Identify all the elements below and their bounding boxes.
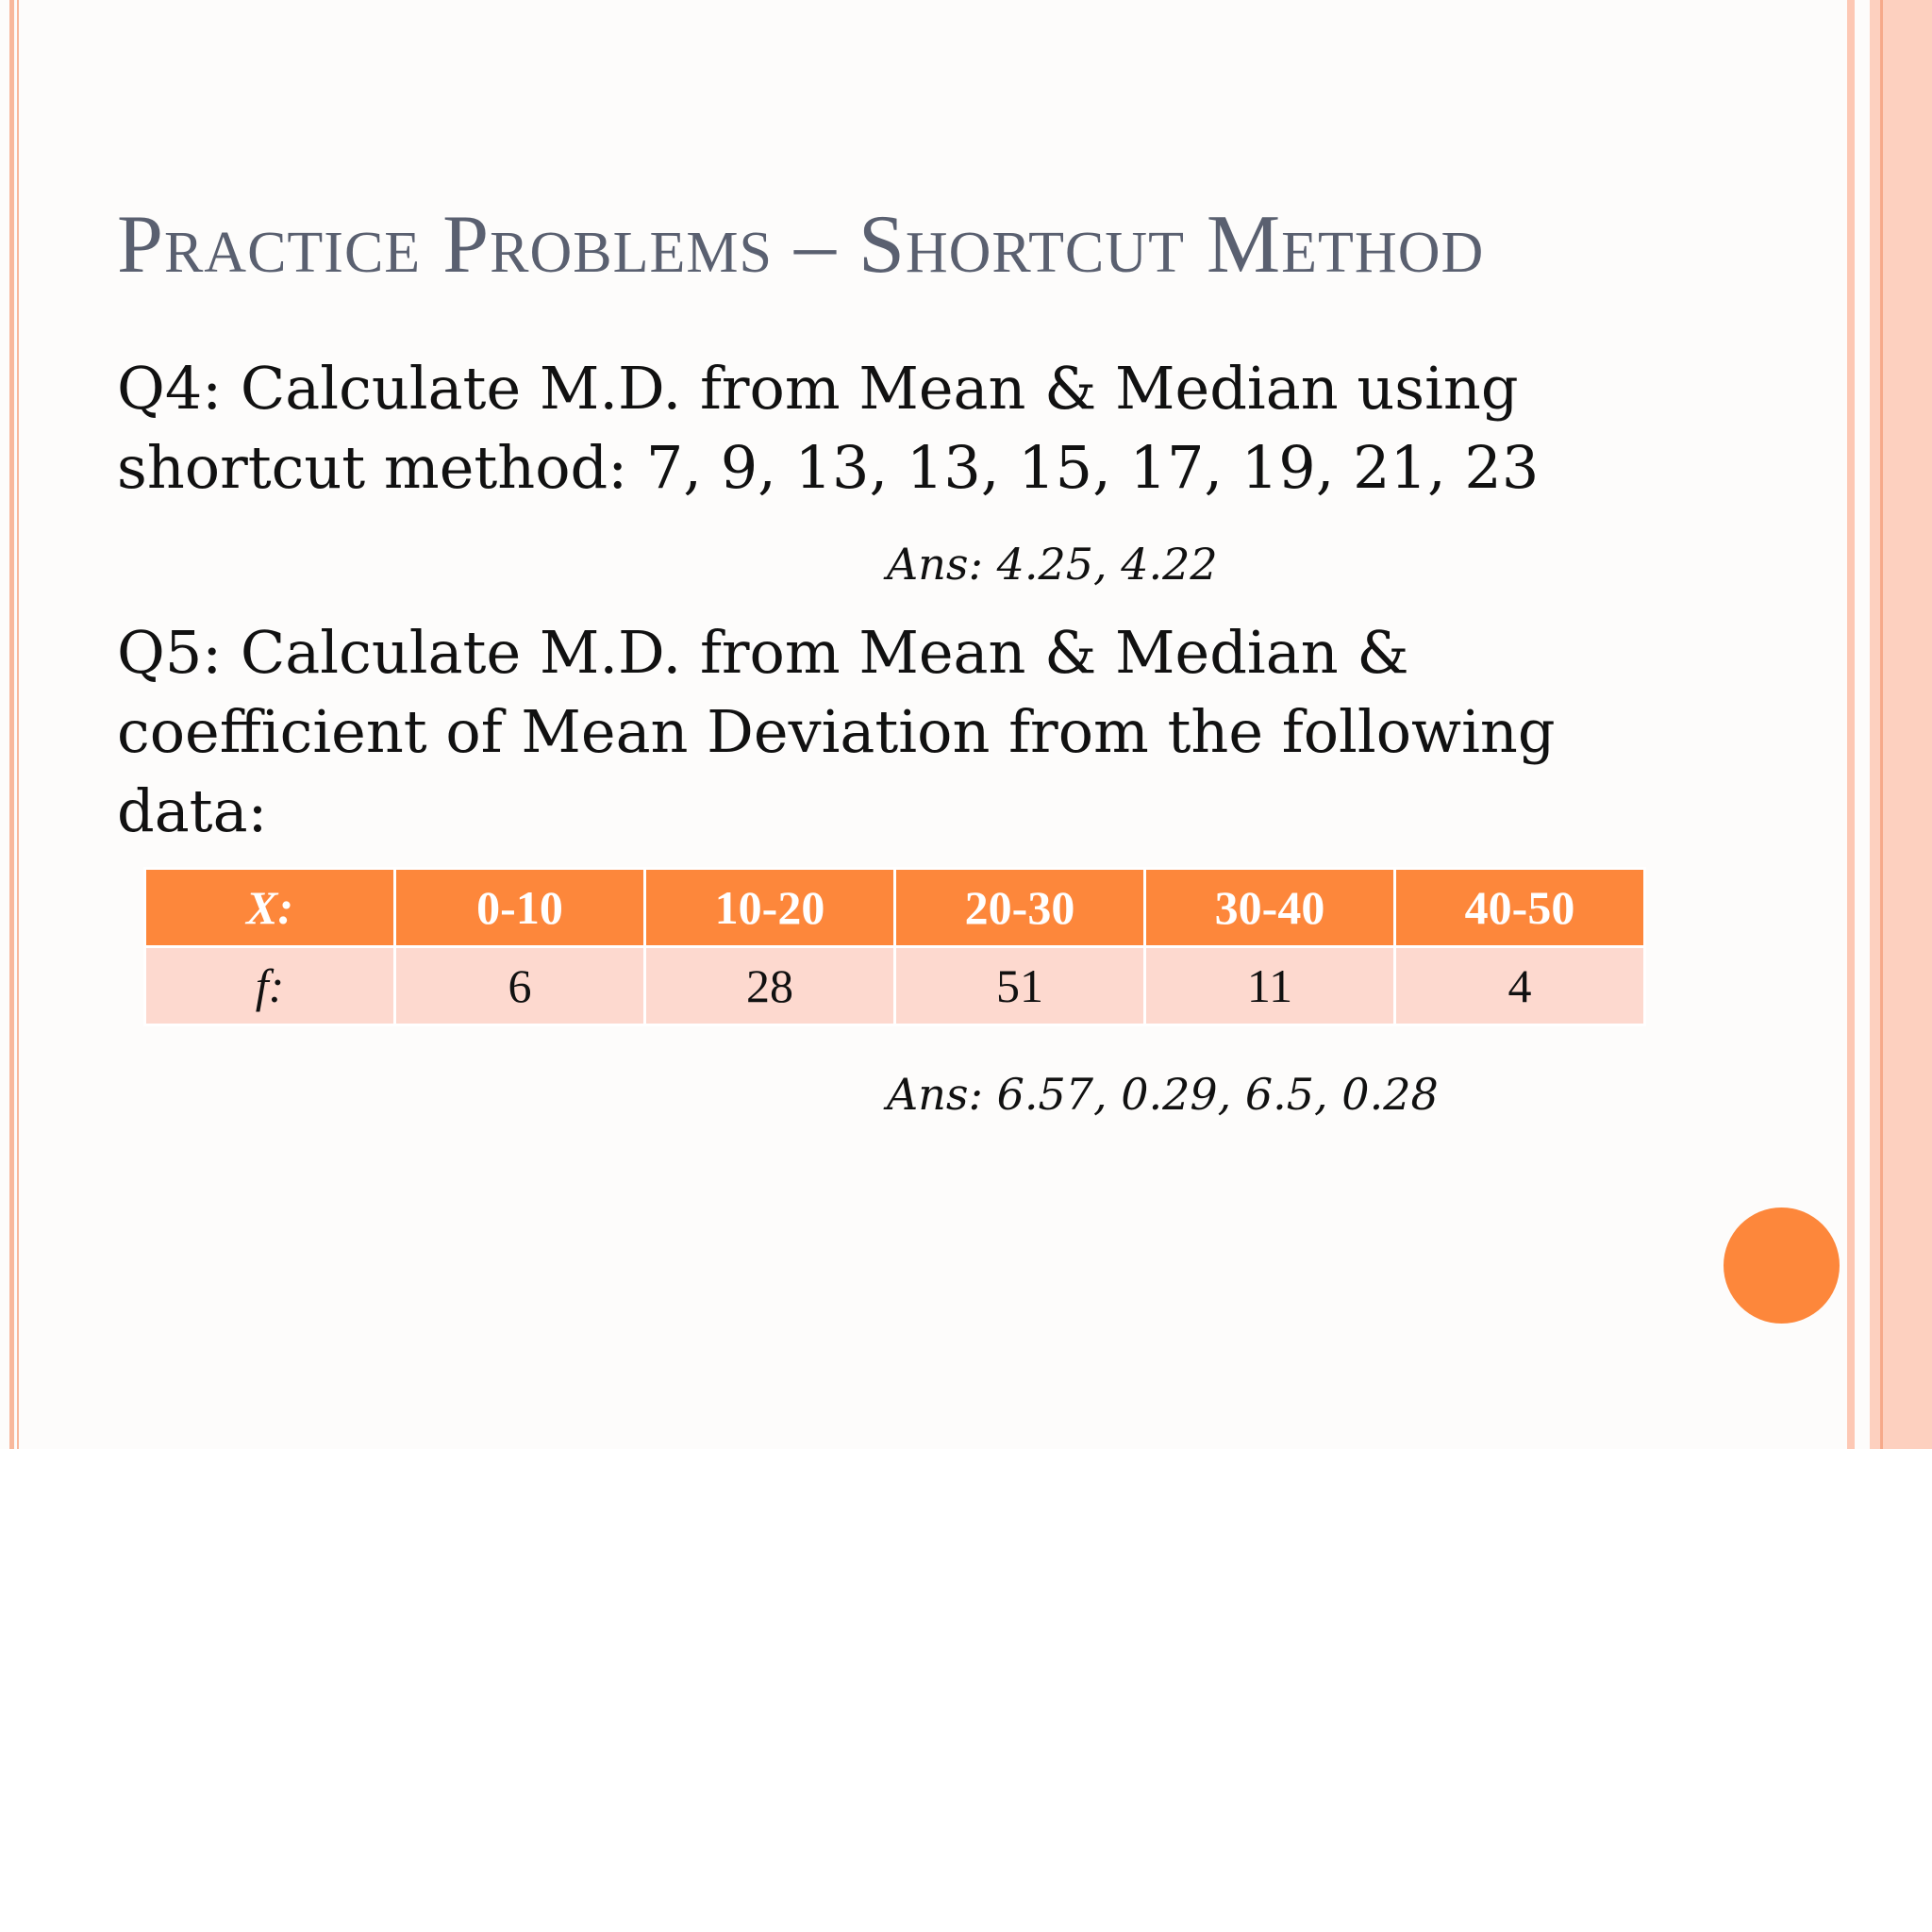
table-header-cell: 0-10 xyxy=(395,869,645,947)
table-header-cell: 40-50 xyxy=(1395,869,1645,947)
answer-5: Ans: 6.57, 0.29, 6.5, 0.28 xyxy=(887,1069,1439,1120)
table-header-cell: X: xyxy=(145,869,395,947)
table-cell: 6 xyxy=(395,947,645,1025)
table-cell: 28 xyxy=(645,947,895,1025)
frequency-table xyxy=(143,867,1646,1026)
right-frame-line xyxy=(1847,0,1855,1449)
table-cell: f: xyxy=(145,947,395,1025)
table-cell: 11 xyxy=(1145,947,1395,1025)
slide-title: Practice Problems – Shortcut Method xyxy=(117,199,1485,291)
table-header-row xyxy=(145,869,1645,947)
left-frame-line-thin xyxy=(17,0,19,1449)
table-header-cell: 30-40 xyxy=(1145,869,1395,947)
table-row xyxy=(145,947,1645,1025)
decorative-circle xyxy=(1724,1208,1840,1324)
table-header-cell: 10-20 xyxy=(645,869,895,947)
table-cell: 4 xyxy=(1395,947,1645,1025)
table-header-cell: 20-30 xyxy=(895,869,1145,947)
left-frame-line xyxy=(9,0,14,1449)
question-4: Q4: Calculate M.D. from Mean & Median using shortcut method: 7, 9, 13, 13, 15, 17, 19, 21, 23 xyxy=(117,354,1540,502)
right-frame-band xyxy=(1870,0,1932,1449)
answer-4: Ans: 4.25, 4.22 xyxy=(887,539,1218,590)
table-cell: 51 xyxy=(895,947,1145,1025)
question-5: Q5: Calculate M.D. from Mean & Median & coefficient of Mean Deviation from the following data: xyxy=(117,618,1556,845)
right-frame-line-thin xyxy=(1880,0,1883,1449)
